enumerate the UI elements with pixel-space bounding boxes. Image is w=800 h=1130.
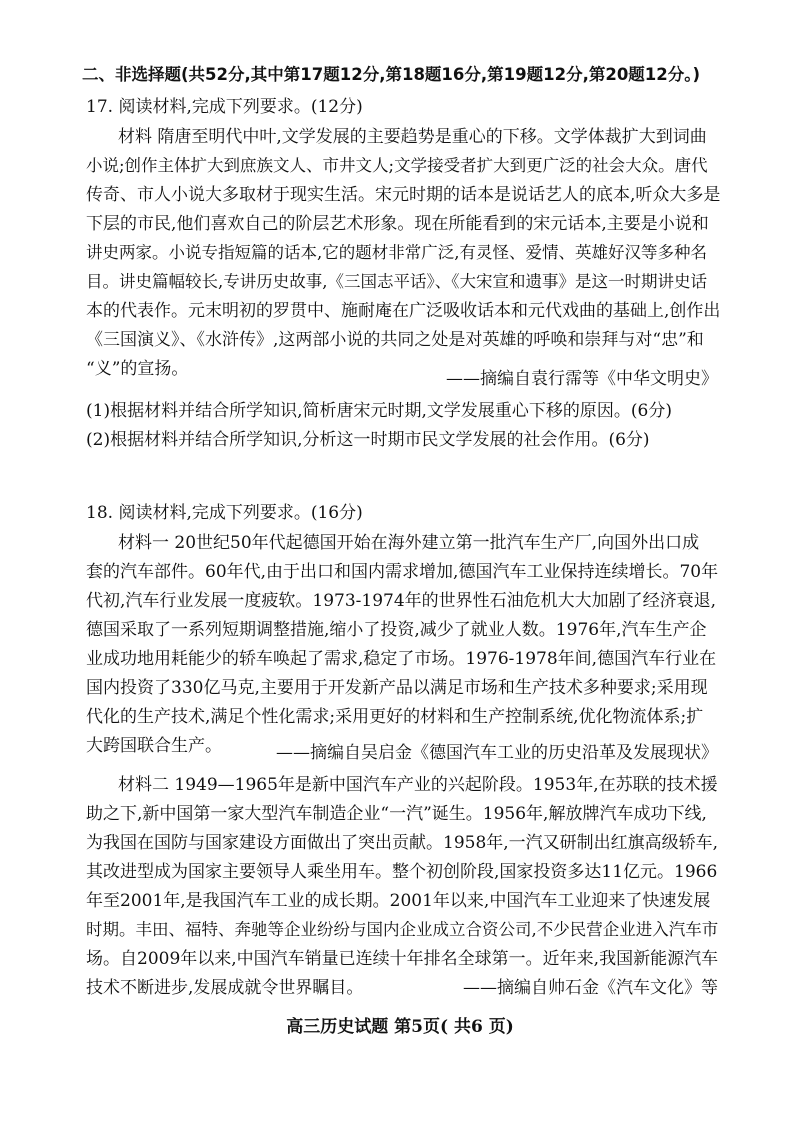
q18-material2-line: 助之下,新中国第一家大型汽车制造企业“一汽”诞生。1956年,解放牌汽车成功下线,	[86, 804, 707, 824]
q18-material2-line: 材料二 1949—1965年是新中国汽车产业的兴起阶段。1953年,在苏联的技术援	[118, 775, 718, 795]
q17-material-line: 材料 隋唐至明代中叶,文学发展的主要趋势是重心的下移。文学体裁扩大到词曲	[118, 127, 707, 147]
q18-material2-line: 时期。丰田、福特、奔驰等企业纷纷与国内企业成立合资公司,不少民营企业进入汽车市	[86, 920, 719, 939]
q18-source-1: ——摘编自吴启金《德国汽车工业的历史沿革及发展现状》	[276, 743, 718, 763]
q18-material1-line: 大跨国联合生产。	[86, 736, 222, 756]
question-18-heading: 18. 阅读材料,完成下列要求。(16分)	[86, 503, 363, 523]
q18-material2-line: 场。自2009年以来,中国汽车销量已连续十年排名全球第一。近年来,我国新能源汽车	[86, 949, 719, 969]
q18-material1-line: 套的汽车部件。60年代,由于出口和国内需求增加,德国汽车工业保持连续增长。70年	[86, 562, 719, 582]
q17-material-line: 本的代表作。元末明初的罗贯中、施耐庵在广泛吸收话本和元代戏曲的基础上,创作出	[86, 301, 721, 321]
q17-material-line: 《三国演义》、《水浒传》,这两部小说的共同之处是对英雄的呼唤和崇拜与对“忠”和	[86, 330, 704, 350]
question-17-heading: 17. 阅读材料,完成下列要求。(12分)	[86, 97, 363, 117]
q18-material1-line: 代化的生产技术,满足个性化需求;采用更好的材料和生产控制系统,优化物流体系;扩	[86, 707, 704, 727]
q18-material1-line: 德国采取了一系列短期调整措施,缩小了投资,减少了就业人数。1976年,汽车生产企	[86, 620, 707, 640]
q18-material1-line: 业成功地用耗能少的轿车唤起了需求,稳定了市场。1976-1978年间,德国汽车行业在	[86, 649, 717, 669]
q18-source-2: ——摘编自帅石金《汽车文化》等	[463, 978, 718, 998]
section-title: 二、非选择题(共52分,其中第17题12分,第18题16分,第19题12分,第20题12分。)	[82, 65, 701, 84]
q17-material-line: 讲史两家。小说专指短篇的话本,它的题材非常广泛,有灵怪、爱情、英雄好汉等多种名	[86, 243, 707, 262]
q18-material2-line: 技术不断进步,发展成就令世界瞩目。	[86, 978, 364, 998]
q18-material1-line: 代初,汽车行业发展一度疲软。1973-1974年的世界性石油危机大大加剧了经济衰退,	[86, 591, 717, 611]
q17-material-line: 目。讲史篇幅较长,专讲历史故事,《三国志平话》、《大宋宣和遗事》是这一时期讲史话	[86, 272, 707, 291]
q18-material2-line: 年至2001年,是我国汽车工业的成长期。2001年以来,中国汽车工业迎来了快速发展	[86, 891, 711, 911]
q17-material-line: “义”的宣扬。	[86, 359, 189, 379]
q17-material-line: 下层的市民,他们喜欢自己的阶层艺术形象。现在所能看到的宋元话本,主要是小说和	[86, 214, 709, 234]
q18-material2-line: 其改进型成为国家主要领导人乘坐用车。整个初创阶段,国家投资多达11亿元。1966	[86, 862, 718, 882]
q18-material1-line: 材料一 20世纪50年代起德国开始在海外建立第一批汽车生产厂,向国外出口成	[118, 533, 700, 553]
q17-material-line: 小说;创作主体扩大到庶族文人、市井文人;文学接受者扩大到更广泛的社会大众。唐代	[86, 156, 708, 175]
q18-material1-line: 国内投资了330亿马克,主要用于开发新产品以满足市场和生产技术多种要求;采用现	[86, 678, 708, 698]
q17-material-line: 传奇、市人小说大多取材于现实生活。宋元时期的话本是说话艺人的底本,听众大多是	[86, 185, 721, 205]
q17-source: ——摘编自袁行霈等《中华文明史》	[446, 369, 718, 389]
q18-material2-line: 为我国在国防与国家建设方面做出了突出贡献。1958年,一汽又研制出红旗高级轿车,	[86, 833, 719, 853]
q17-subquestion-2: (2)根据材料并结合所学知识,分析这一时期市民文学发展的社会作用。(6分)	[86, 430, 650, 450]
page-footer: 高三历史试题 第5页( 共6 页)	[286, 1017, 514, 1037]
q17-subquestion-1: (1)根据材料并结合所学知识,简析唐宋元时期,文学发展重心下移的原因。(6分)	[86, 401, 672, 421]
